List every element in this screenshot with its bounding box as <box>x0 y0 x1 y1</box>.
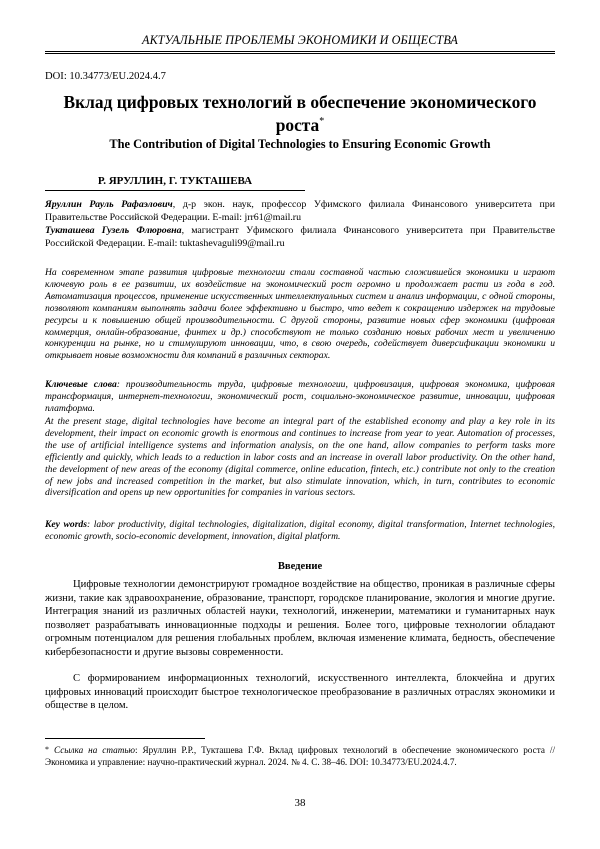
article-title-ru-text: Вклад цифровых технологий в обеспечение экономического роста <box>63 92 537 135</box>
author-info-2: , магистрант Уфимского филиала Финансового университета при Правительстве Российской Федерации. E-mail: tuktashevaguli99@mail.ru <box>45 225 555 249</box>
footnote-label: Ссылка на статью <box>54 745 135 755</box>
intro-paragraph-1: Цифровые технологии демонстрируют громадное воздействие на общество, проникая в различные сферы жизни, такие как здравоохранение, образование, транспорт, городское планирование, экология и многие другие. Интеграция знаний из различных областей науки, технологий, инженерии, математики и гуманитарных наук позволяет разрабатывать инновационные подходы и решения. Более того, цифровые технологии обладают огромным потенциалом для решения глобальных проблем, включая изменение климата, бедность, обеспечение кибербезопасности и другие вызовы современности. <box>45 579 555 658</box>
citation-footnote <box>45 744 555 768</box>
article-title-ru <box>45 92 555 135</box>
abstract-en: At the present stage, digital technologies have become an integral part of the established economy and play a key role in its development, their impact on economic growth is enormous and continues to increase from year to year. Automation of processes, the use of artificial intelligence systems and information analysis, on the one hand, allow companies to perform tasks more efficiently and quickly, which leads to a reduction in labor costs and an increase in overall labor productivity. On the other hand, the development of new areas of the economy (digital commerce, online education, fintech, etc.) contribute not only to the creation of new jobs and increased competition in the market, but also stimulate innovation, which, in turn, contributes to economic diversification and opens up new opportunities for companies in various sectors. <box>45 416 555 499</box>
author-info-1: , д-р экон. наук, профессор Уфимского филиала Финансового университета при Правительстве Российской Федерации. E-mail: jrr61@mail.ru <box>45 199 556 223</box>
keywords-en-text: : labor productivity, digital technologies, digitalization, digital economy, digital transformation, Internet technologies, economic growth, socio-economic development, innovation, digital platform. <box>45 519 556 542</box>
author-name-2: Тукташева Гузель Флюровна <box>45 225 182 236</box>
author-name-1: Яруллин Рауль Рафаэлович <box>45 199 173 210</box>
abstract-ru: На современном этапе развития цифровые технологии стали составной частью сложившейся экономики и играют ключевую роль в ее развитии, их воздействие на экономический рост огромно и продолжает расти из года в год. Автоматизация процессов, применение искусственных интеллектуальных систем и анализ информации, с одной стороны, позволяют компаниям выполнять задачи более эффективно и быстро, что ведет к сокращению издержек на трудовые ресурсы и к повышению общей производительности. С другой стороны, развитие новых сфер экономики (цифровая коммерция, онлайн-образование, финтех и др.) способствуют не только созданию новых рабочих мест и увеличению конкуренции на рынке, но и стимулируют инновации, что, в свою очередь, содействует диверсификации экономики и открывает новые возможности для компаний в различных секторах. <box>45 267 555 362</box>
authors-line: Р. ЯРУЛЛИН, Г. ТУКТАШЕВА <box>45 175 305 191</box>
footnote-text: : Яруллин Р.Р., Тукташева Г.Ф. Вклад цифровых технологий в обеспечение экономического роста // Экономика и управление: научно-практический журнал. 2024. № 4. С. 38–46. DOI: 10.34773/EU.2024.4.7. <box>45 745 555 768</box>
running-header: АКТУАЛЬНЫЕ ПРОБЛЕМЫ ЭКОНОМИКИ И ОБЩЕСТВА <box>45 33 555 52</box>
keywords-en <box>45 519 555 543</box>
doi[interactable]: DOI: 10.34773/EU.2024.4.7 <box>45 71 166 82</box>
keywords-en-label: Key words <box>45 519 87 530</box>
article-title-en: The Contribution of Digital Technologies to Ensuring Economic Growth <box>109 137 491 151</box>
intro-paragraph-2: С формированием информационных технологий, искусственного интеллекта, блокчейна и других цифровых инноваций происходит быстрое технологическое преобразование в различных отраслях экономики и обществе в целом. <box>45 673 555 711</box>
title-footnote-mark[interactable]: * <box>319 116 325 127</box>
footnote-rule <box>45 738 205 739</box>
author-affiliation-2 <box>45 225 555 250</box>
page-number: 38 <box>294 797 306 809</box>
footnote-mark: * <box>45 745 49 754</box>
keywords-ru <box>45 379 555 415</box>
header-rule <box>45 53 555 54</box>
section-heading-introduction: Введение <box>277 561 323 572</box>
keywords-ru-label: Ключевые слова <box>45 379 117 390</box>
author-affiliation-1 <box>45 199 555 224</box>
keywords-ru-text: : производительность труда, цифровые технологии, цифровизация, цифровая экономика, цифровая трансформация, интернет-технологии, экономический рост, социально-экономическое развитие, инновации, цифровая платформа. <box>45 379 555 414</box>
